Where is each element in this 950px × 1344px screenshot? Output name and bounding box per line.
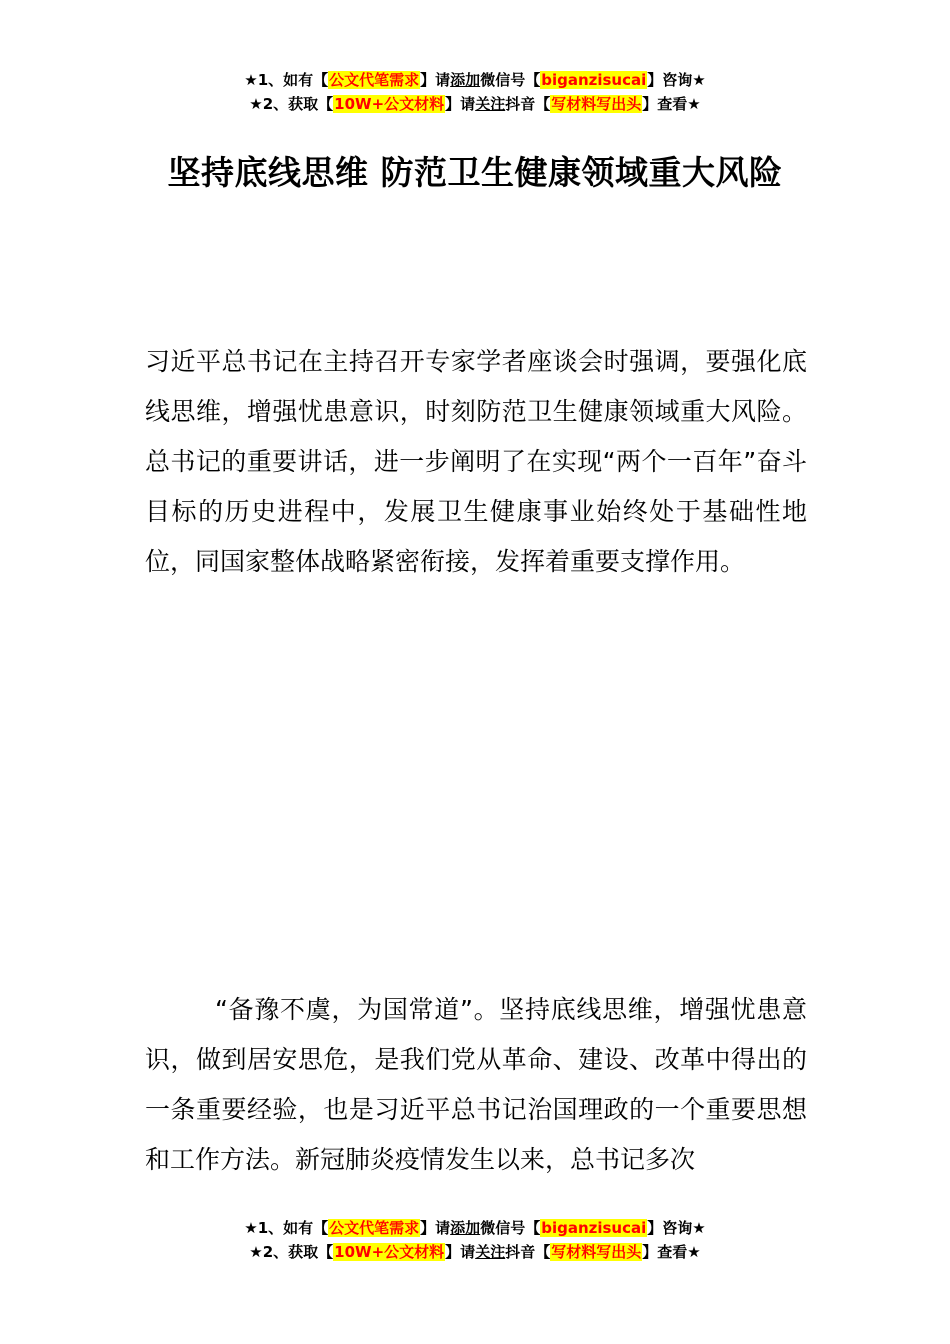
highlight-service: 公文代笔需求 xyxy=(329,71,420,89)
banner-text: 1、如有【 xyxy=(257,1219,329,1237)
banner-line-2 xyxy=(0,92,950,116)
banner-text: 抖音【 xyxy=(505,95,551,113)
underlined-text: 添加 xyxy=(450,71,481,89)
footer-banner xyxy=(0,1216,950,1264)
highlight-materials: 10W+公文材料 xyxy=(334,1243,445,1261)
banner-text: 】请 xyxy=(420,1219,451,1237)
star-icon: ★ xyxy=(687,95,701,113)
paragraph-2: “备豫不虞，为国常道”。坚持底线思维，增强忧患意识，做到居安思危，是我们党从革命、建设、改革中得出的一条重要经验，也是习近平总书记治国理政的一个重要思想和工作方法。新冠肺炎疫情发生以来，总书记多次 xyxy=(145,995,807,1174)
star-icon: ★ xyxy=(244,71,258,89)
banner-line-2 xyxy=(0,1240,950,1264)
underlined-text: 关注 xyxy=(475,95,506,113)
paragraph-1: 习近平总书记在主持召开专家学者座谈会时强调，要强化底线思维，增强忧患意识，时刻防范卫生健康领域重大风险。总书记的重要讲话，进一步阐明了在实现“两个一百年”奋斗目标的历史进程中，发展卫生健康事业始终处于基础性地位，同国家整体战略紧密衔接，发挥着重要支撑作用。 xyxy=(145,347,807,576)
banner-text: 2、获取【 xyxy=(262,1243,334,1261)
banner-line-1 xyxy=(0,68,950,92)
highlight-wechat-id: biganzisucai xyxy=(541,1219,647,1237)
banner-text: 】请 xyxy=(445,95,476,113)
banner-text: 微信号【 xyxy=(480,1219,541,1237)
star-icon: ★ xyxy=(687,1243,701,1261)
highlight-douyin: 写材料写出头 xyxy=(551,1243,642,1261)
star-icon: ★ xyxy=(692,71,706,89)
banner-text: 】咨询 xyxy=(647,1219,693,1237)
banner-text: 】咨询 xyxy=(647,71,693,89)
highlight-wechat-id: biganzisucai xyxy=(541,71,647,89)
star-icon: ★ xyxy=(692,1219,706,1237)
banner-text: 1、如有【 xyxy=(257,71,329,89)
star-icon: ★ xyxy=(244,1219,258,1237)
header-banner xyxy=(0,68,950,116)
star-icon: ★ xyxy=(249,1243,263,1261)
banner-line-1 xyxy=(0,1216,950,1240)
banner-text: 抖音【 xyxy=(505,1243,551,1261)
banner-text: 】请 xyxy=(420,71,451,89)
star-icon: ★ xyxy=(249,95,263,113)
underlined-text: 添加 xyxy=(450,1219,481,1237)
underlined-text: 关注 xyxy=(475,1243,506,1261)
banner-text: 】查看 xyxy=(642,1243,688,1261)
document-title: 坚持底线思维 防范卫生健康领域重大风险 xyxy=(167,153,783,192)
banner-text: 】请 xyxy=(445,1243,476,1261)
banner-text: 2、获取【 xyxy=(262,95,334,113)
highlight-service: 公文代笔需求 xyxy=(329,1219,420,1237)
highlight-douyin: 写材料写出头 xyxy=(551,95,642,113)
banner-text: 】查看 xyxy=(642,95,688,113)
banner-text: 微信号【 xyxy=(480,71,541,89)
highlight-materials: 10W+公文材料 xyxy=(334,95,445,113)
